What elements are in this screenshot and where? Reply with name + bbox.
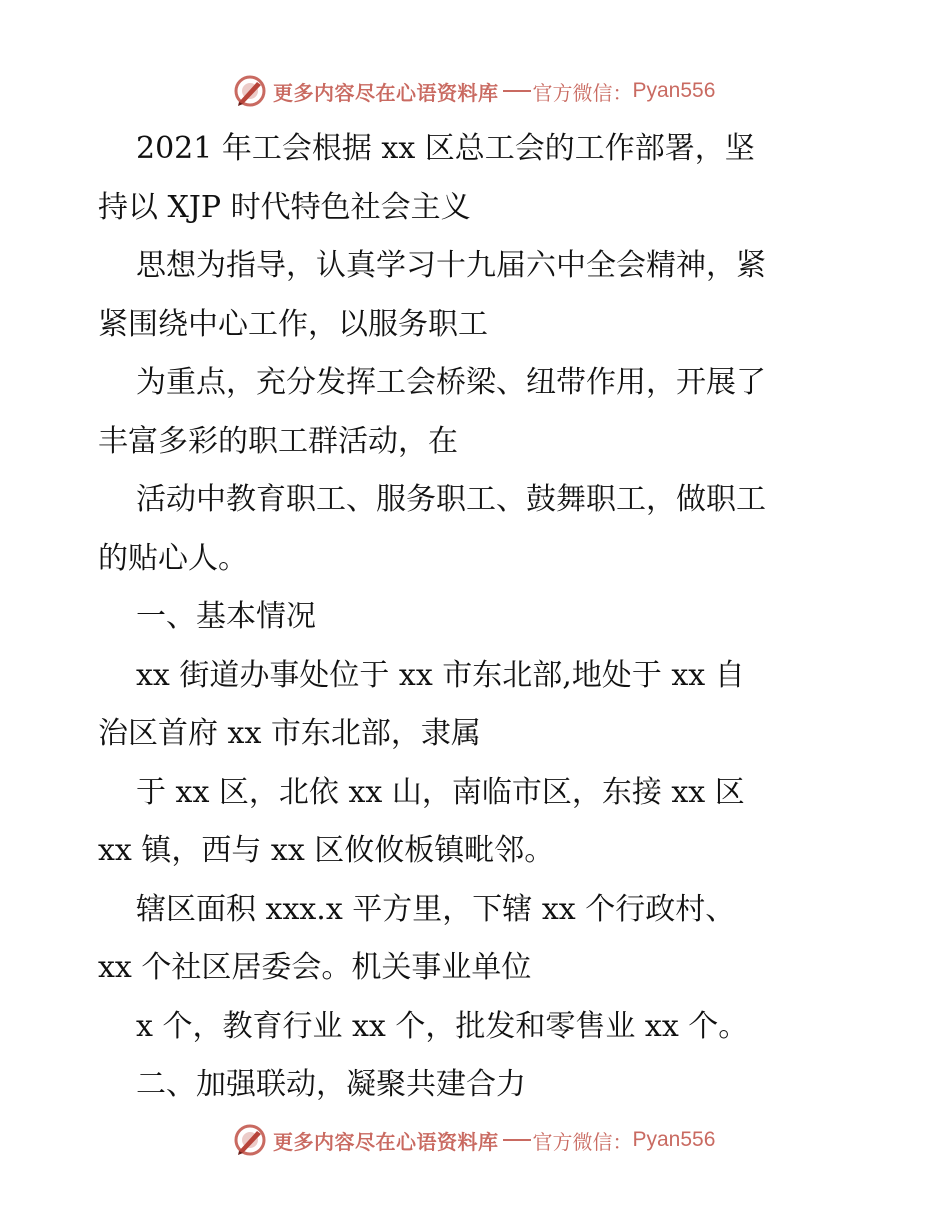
watermark-dash [503, 1139, 531, 1141]
watermark-dash [503, 90, 531, 92]
watermark-brand-text: 更多内容尽在心语资料库 [273, 1129, 499, 1154]
red-pen-circle-logo-icon [233, 74, 267, 108]
paragraph-line: 持以 XJP 时代特色社会主义 [98, 189, 471, 225]
paragraph-line: xx 镇，西与 xx 区攸攸板镇毗邻。 [98, 833, 555, 868]
paragraph-line: 一、基本情况 [136, 599, 316, 634]
paragraph-line: xx 个社区居委会。机关事业单位 [98, 950, 532, 985]
watermark-wechat-label: 官方微信： [532, 1129, 633, 1154]
watermark-wechat-id: Pyan556 [632, 79, 716, 102]
document-body [98, 120, 858, 1115]
paragraph-line: 为重点，充分发挥工会桥梁、纽带作用，开展了 [136, 365, 766, 400]
footer-watermark [233, 1122, 715, 1158]
paragraph-line: 二、加强联动，凝聚共建合力 [136, 1067, 526, 1102]
paragraph-line: 紧围绕中心工作，以服务职工 [98, 306, 488, 342]
paragraph-line: 活动中教育职工、服务职工、鼓舞职工，做职工 [136, 482, 766, 517]
paragraph-line: 2021 年工会根据 xx 区总工会的工作部署，坚 [136, 131, 755, 166]
paragraph-line: 的贴心人。 [98, 540, 248, 576]
header-watermark [233, 73, 715, 109]
paragraph-line: 辖区面积 xxx.x 平方里，下辖 xx 个行政村、 [136, 891, 736, 927]
paragraph-line: 于 xx 区，北依 xx 山，南临市区，东接 xx 区 [136, 774, 745, 810]
paragraph-line: 治区首府 xx 市东北部，隶属 [98, 716, 481, 751]
watermark-wechat-id: Pyan556 [632, 1128, 716, 1151]
watermark-wechat-label: 官方微信： [532, 80, 633, 105]
paragraph-line: xx 街道办事处位于 xx 市东北部,地处于 xx 自 [136, 657, 745, 693]
paragraph-line: 丰富多彩的职工群活动，在 [98, 423, 458, 459]
paragraph-line: x 个，教育行业 xx 个，批发和零售业 xx 个。 [136, 1008, 749, 1044]
paragraph-line: 思想为指导，认真学习十九届六中全会精神，紧 [136, 248, 766, 283]
watermark-brand-text: 更多内容尽在心语资料库 [273, 80, 499, 105]
red-pen-circle-logo-icon [233, 1123, 267, 1157]
